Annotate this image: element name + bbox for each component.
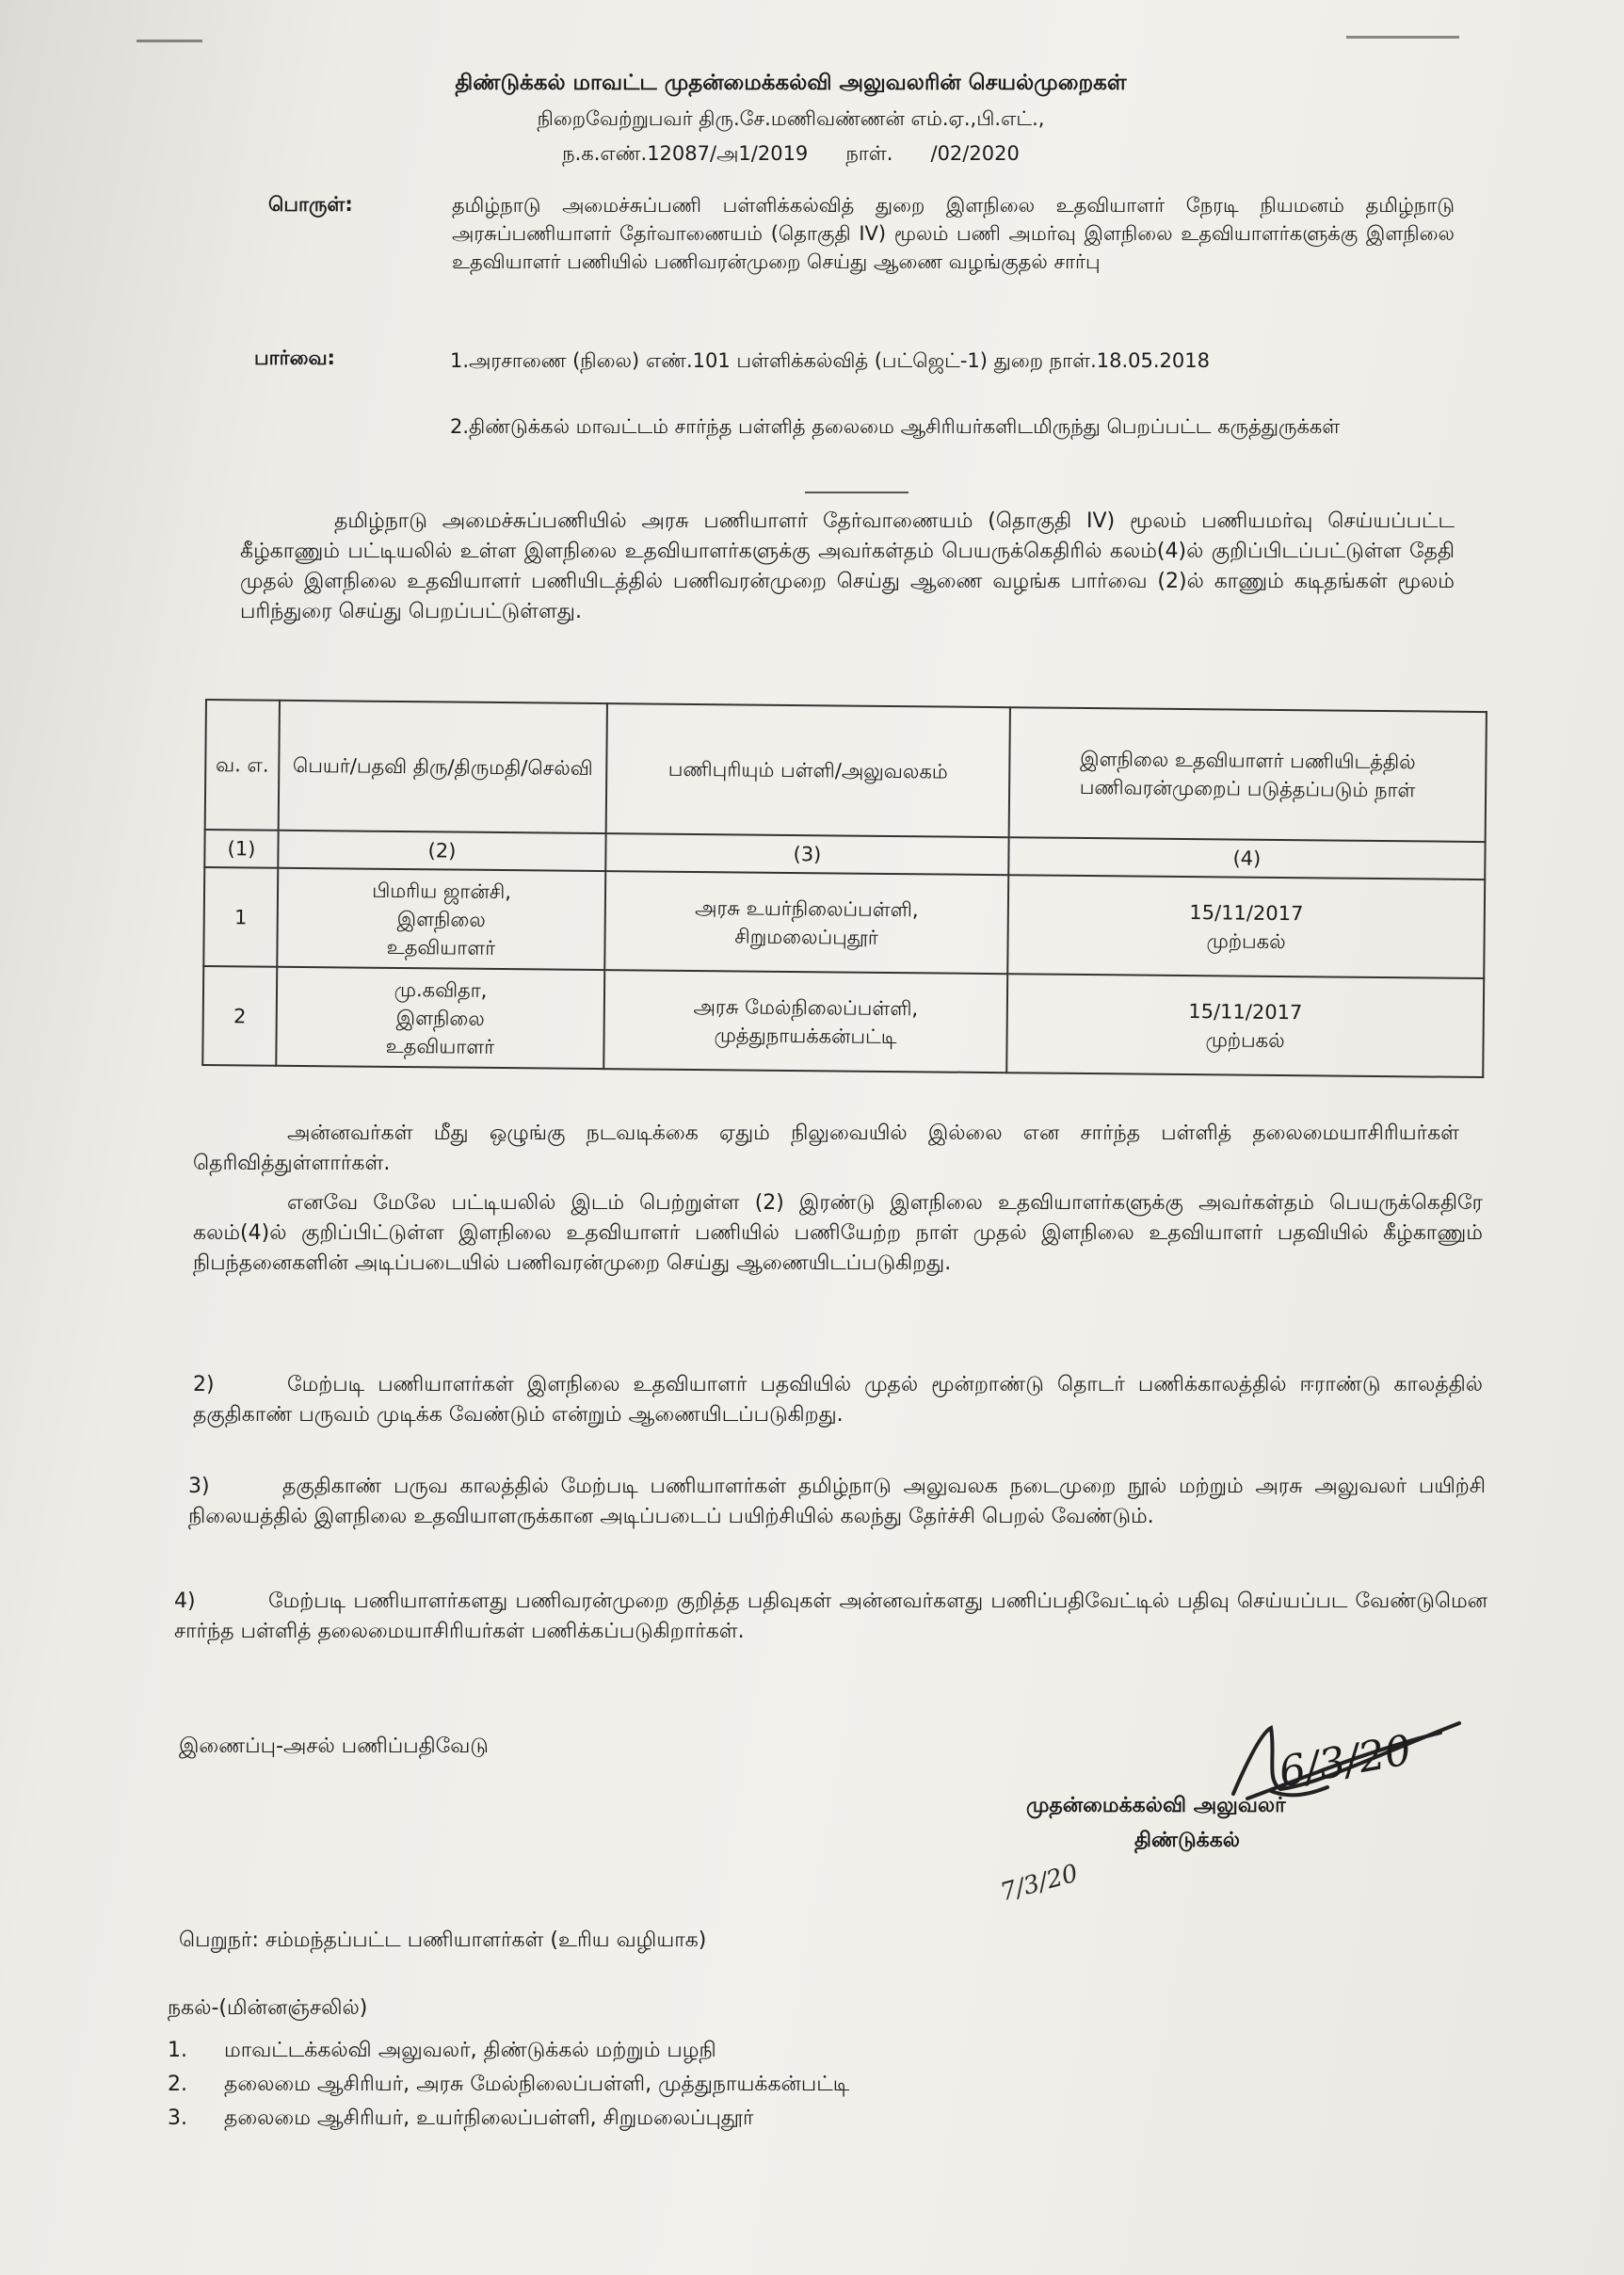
section-divider — [805, 492, 908, 493]
conduct-paragraph: அன்னவர்கள் மீது ஒழுங்கு நடவடிக்கை ஏதும் நிலுவையில் இல்லை என சார்ந்த பள்ளித் தலைமையாசிரியர்கள் தெரிவித்துள்ளார்கள். — [193, 1121, 1459, 1175]
signature-date: 6/3/20 — [1275, 1726, 1415, 1797]
cell-name: மு.கவிதா, இளநிலை உதவியாளர் — [276, 967, 604, 1069]
signatory-designation: முதன்மைக்கல்வி அலுவலர் — [1026, 1794, 1286, 1817]
intro-paragraph: தமிழ்நாடு அமைச்சுப்பணியில் அரசு பணியாளர் தேர்வாணையம் (தொகுதி IV) மூலம் பணியமர்வு செய்யப்பட்ட கீழ்காணும் பட்டியலில் உள்ள இளநிலை உதவியாளர்களுக்கு அவர்கள்தம் பெயருக்கெதிரில் கலம்(4)ல் குறிப்பிடப்பட்டுள்ள தேதி முதல் இளநிலை உதவியாளர் பணியிடத்தில் பணிவரன்முறை செய்து ஆணை வழங்க பார்வை (2)ல் காணும் கடிதங்கள் மூலம் பரிந்துரை செய்து பெறப்பட்டுள்ளது. — [240, 509, 1455, 623]
date-label: நாள். — [845, 142, 893, 165]
cell-date: 15/11/2017 முற்பகல் — [1006, 974, 1484, 1077]
reference-item-1: 1.அரசாணை (நிலை) எண்.101 பள்ளிக்கல்வித் (பட்ஜெட்-1) துறை நாள்.18.05.2018 — [450, 349, 1210, 372]
col-header-school: பணிபுரியும் பள்ளி/அலுவலகம் — [606, 703, 1010, 837]
top-right-edge-mark — [1346, 36, 1459, 39]
column-number: (3) — [605, 833, 1008, 875]
table-header-row — [205, 700, 1487, 842]
cell-sno: 2 — [202, 966, 277, 1066]
item-text: தகுதிகாண் பருவ காலத்தில் மேற்படி பணியாளர்கள் தமிழ்நாடு அலுவலக நடைமுறை நூல் மற்றும் அரசு அலுவலர் பயிற்சி நிலையத்தில் இளநிலை உதவியாளருக்கான அடிப்படைப் பயிற்சியில் கலந்து தேர்ச்சி பெறல் வேண்டும். — [188, 1475, 1486, 1528]
date-value: /02/2020 — [930, 142, 1020, 165]
list-text: மாவட்டக்கல்வி அலுவலர், திண்டுக்கல் மற்றும் பழநி — [224, 2039, 716, 2062]
column-number: (4) — [1008, 837, 1485, 879]
item-number: 4) — [174, 1589, 196, 1613]
list-number: 1. — [168, 2039, 187, 2062]
list-item — [168, 2034, 849, 2068]
reference-item-2: 2.திண்டுக்கல் மாவட்டம் சார்ந்த பள்ளித் தலைமை ஆசிரியர்களிடமிருந்து பெறப்பட்ட கருத்துருக்கள் — [450, 415, 1341, 438]
letter-header — [188, 71, 1393, 168]
cell-sno: 1 — [203, 867, 278, 967]
recipient-line: பெறுநர்: சம்மந்தப்பட்ட பணியாளர்கள் (உரிய வழியாக) — [179, 1928, 707, 1952]
numbered-item-3 — [188, 1472, 1486, 1532]
reference-number-date — [188, 142, 1393, 168]
list-number: 2. — [168, 2073, 187, 2096]
list-number: 3. — [168, 2106, 187, 2130]
list-text: தலைமை ஆசிரியர், அரசு மேல்நிலைப்பள்ளி, முத்துநாயக்கன்பட்டி — [224, 2073, 850, 2096]
copy-to-list — [168, 2034, 849, 2136]
list-item — [168, 2068, 849, 2102]
subject-label: பொருள்: — [268, 193, 353, 216]
copy-to-label: நகல்-(மின்னஞ்சலில்) — [168, 1996, 368, 2020]
column-number: (1) — [204, 830, 278, 868]
officer-present: நிறைவேற்றுபவர் திரு.சே.மணிவண்ணன் எம்.ஏ.,பி.எட்., — [537, 107, 1045, 130]
cell-school: அரசு மேல்நிலைப்பள்ளி, முத்துநாயக்கன்பட்டி — [603, 970, 1007, 1073]
enclosure-line: இணைப்பு-அசல் பணிப்பதிவேடு — [179, 1734, 489, 1758]
subject-text: தமிழ்நாடு அமைச்சுப்பணி பள்ளிக்கல்வித் துறை இளநிலை உதவியாளர் நேரடி நியமனம் தமிழ்நாடு அரசுப்பணியாளர் தேர்வாணையம் (தொகுதி IV) மூலம் பணி அமர்வு இளநிலை உதவியாளர்களுக்கு இளநிலை உதவியாளர் பணியில் பணிவரன்முறை செய்து ஆணை வழங்குதல் சார்பு — [452, 194, 1455, 273]
item-text: மேற்படி பணியாளர்கள் இளநிலை உதவியாளர் பதவியில் முதல் மூன்றாண்டு தொடர் பணிக்காலத்தில் ஈராண்டு காலத்தில் தகுதிகாண் பருவம் முடிக்க வேண்டும் என்றும் ஆணையிடப்படுகிறது. — [193, 1373, 1483, 1427]
top-left-edge-mark — [137, 40, 202, 42]
col-header-date: இளநிலை உதவியாளர் பணியிடத்தில் பணிவரன்முறைப் படுத்தப்படும் நாள் — [1009, 707, 1487, 842]
appointment-table — [201, 699, 1487, 1078]
order-paragraph: எனவே மேலே பட்டியலில் இடம் பெற்றுள்ள (2) இரண்டு இளநிலை உதவியாளர்களுக்கு அவர்கள்தம் பெயருக்கெதிரே கலம்(4)ல் குறிப்பிட்டுள்ள இளநிலை உதவியாளர் பணியில் பணியேற்ற நாள் முதல் இளநிலை உதவியாளர் பதவியில் கீழ்காணும் நிபந்தனைகளின் அடிப்படையில் பணிவரன்முறை செய்து ஆணையிடப்படுகிறது. — [193, 1191, 1483, 1275]
item-text: மேற்படி பணியாளர்களது பணிவரன்முறை குறித்த பதிவுகள் அன்னவர்களது பணிப்பதிவேட்டில் பதிவு செய்யப்பட வேண்டுமென சார்ந்த பள்ளித் தலைமையாசிரியர்கள் பணிக்கப்படுகிறார்கள். — [174, 1589, 1487, 1643]
cell-date: 15/11/2017 முற்பகல் — [1007, 875, 1485, 978]
col-header-sno: வ. எ. — [205, 700, 280, 831]
item-number: 3) — [188, 1475, 210, 1498]
numbered-item-2 — [193, 1370, 1483, 1430]
reference-number: ந.க.எண்.12087/அ1/2019 — [562, 142, 809, 165]
cell-school: அரசு உயர்நிலைப்பள்ளி, சிறுமலைப்புதூர் — [604, 871, 1008, 974]
column-number: (2) — [278, 831, 605, 871]
table-row — [202, 966, 1484, 1077]
col-header-name: பெயர்/பதவி திரு/திருமதி/செல்வி — [279, 701, 607, 833]
office-title: திண்டுக்கல் மாவட்ட முதன்மைக்கல்வி அலுவலரின் செயல்முறைகள் — [455, 71, 1127, 95]
list-item — [168, 2102, 849, 2136]
item-number: 2) — [193, 1373, 215, 1396]
cell-name: பிமரிய ஜான்சி, இளநிலை உதவியாளர் — [277, 868, 605, 970]
table-row — [203, 867, 1485, 978]
handwritten-initial: 7/3/20 — [997, 1859, 1082, 1908]
signatory-place: திண்டுக்கல் — [1134, 1829, 1241, 1852]
reference-label: பார்வை: — [254, 347, 335, 369]
numbered-item-4 — [174, 1587, 1487, 1647]
list-text: தலைமை ஆசிரியர், உயர்நிலைப்பள்ளி, சிறுமலைப்புதூர் — [224, 2106, 754, 2130]
